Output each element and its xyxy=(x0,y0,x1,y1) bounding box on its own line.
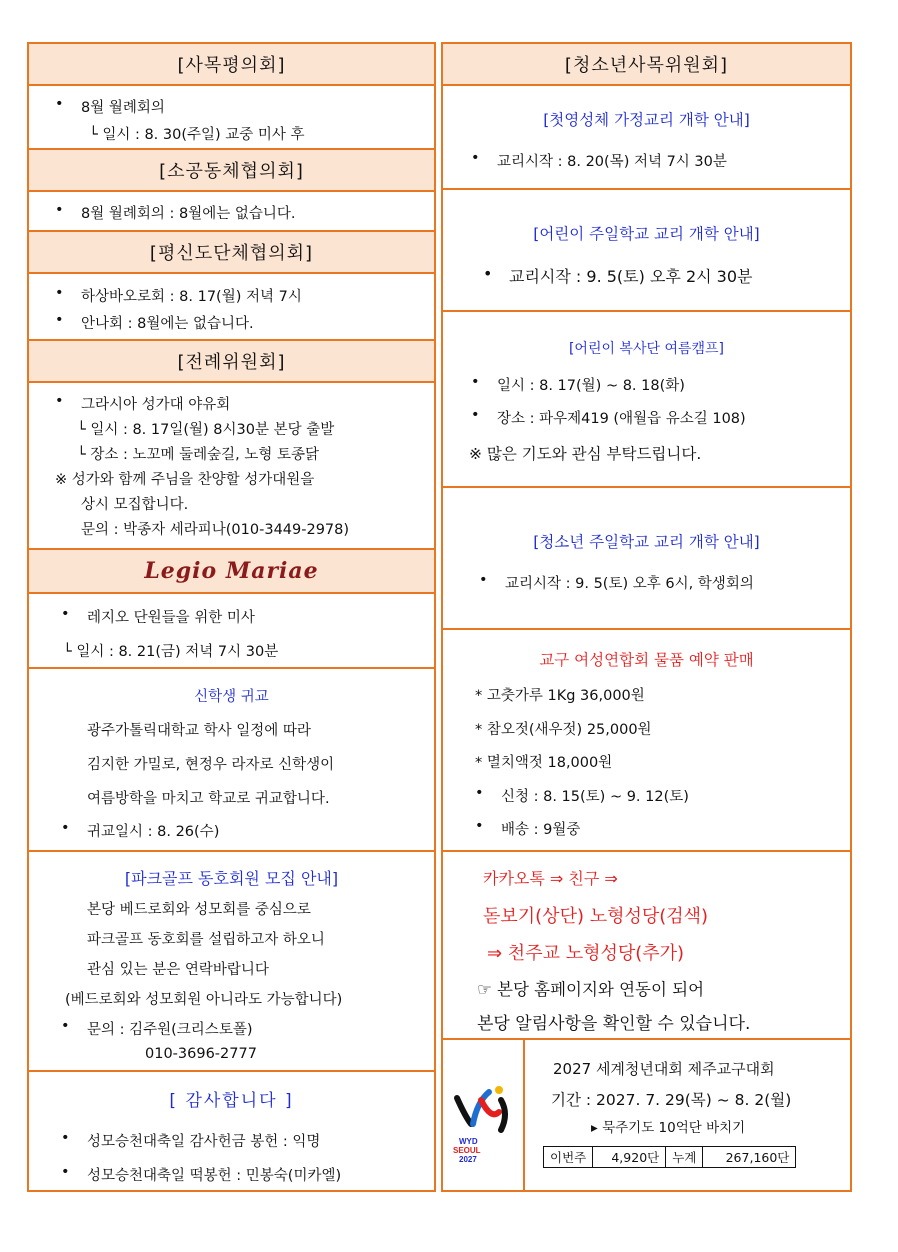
kakao-line-4: ☞ 본당 홈페이지와 연동이 되어 xyxy=(477,980,705,999)
community-meeting: • 8월 월례회의 : 8월에는 없습니다. xyxy=(81,202,295,223)
seminarian-line-2: 김지한 가밀로, 현정우 라자로 신학생이 xyxy=(87,757,335,773)
total-label: 누계 xyxy=(666,1147,703,1168)
section-wyd xyxy=(443,1040,850,1190)
thanks-item-2: • 성모승천대축일 떡봉헌 : 민봉숙(미카엘) xyxy=(87,1164,341,1185)
total-value: 267,160단 xyxy=(703,1147,796,1168)
seminarian-return-date: • 귀교일시 : 8. 26(수) xyxy=(87,820,219,841)
seminarian-line-1: 광주가톨릭대학교 학사 일정에 따라 xyxy=(87,723,311,739)
liturgy-note: ※ 성가와 함께 주님을 찬양할 성가대원을 xyxy=(55,472,315,488)
sale-item-1: * 고춧가루 1Kg 36,000원 xyxy=(475,688,645,704)
kakao-line-1: 카카오톡 ⇒ 친구 ⇒ xyxy=(483,869,618,888)
kakao-line-2: 돋보기(상단) 노형성당(검색) xyxy=(483,906,709,927)
wyd-logo-text-2: SEOUL xyxy=(453,1146,481,1155)
kakao-line-5: 본당 알림사항을 확인할 수 있습니다. xyxy=(477,1014,751,1034)
section-laity xyxy=(29,274,434,341)
parkgolf-line-2: 파크골프 동호회를 설립하고자 하오니 xyxy=(87,932,325,948)
liturgy-place: └ 장소 : 노꼬메 둘레숲길, 노형 토종닭 xyxy=(77,447,319,463)
right-column xyxy=(441,42,852,1192)
parkgolf-title: [파크골프 동호회원 모집 안내] xyxy=(124,869,339,888)
first-communion-title: [첫영성체 가정교리 개학 안내] xyxy=(543,111,750,129)
pastoral-council-title: [사목평의회] xyxy=(177,55,286,76)
wyd-rosary: ▸ 묵주기도 10억단 바치기 xyxy=(591,1120,746,1136)
section-pastoral-council xyxy=(29,86,434,150)
first-communion-start: • 교리시작 : 8. 20(목) 저녁 7시 30분 xyxy=(497,150,727,171)
seminarian-title: 신학생 귀교 xyxy=(194,689,269,705)
seminarian-line-3: 여름방학을 마치고 학교로 귀교합니다. xyxy=(87,791,330,807)
community-title: [소공동체협의회] xyxy=(159,161,304,182)
thanks-item-1: • 성모승천대축일 감사헌금 봉헌 : 익명 xyxy=(87,1130,320,1151)
children-school-start: • 교리시작 : 9. 5(토) 오후 2시 30분 xyxy=(509,264,752,287)
liturgy-contact: 문의 : 박종자 세라피나(010-3449-2978) xyxy=(81,522,350,538)
liturgy-title: [전례위원회] xyxy=(177,352,286,373)
altar-camp-note: ※ 많은 기도와 관심 부탁드립니다. xyxy=(469,445,702,463)
section-first-communion xyxy=(443,86,850,190)
section-thanks xyxy=(29,1072,434,1190)
section-legio xyxy=(29,594,434,669)
section-seminarian xyxy=(29,669,434,852)
legio-title: Legio Mariae xyxy=(144,558,319,584)
pastoral-meeting-time: └ 일시 : 8. 30(주일) 교중 미사 후 xyxy=(89,127,305,143)
parkgolf-line-3: 관심 있는 분은 연락바랍니다 xyxy=(87,962,269,978)
section-altar-camp xyxy=(443,312,850,488)
section-community xyxy=(29,192,434,232)
pastoral-meeting: • 8월 월례회의 xyxy=(81,96,165,117)
laity-item-1: • 하상바오로회 : 8. 17(월) 저녁 7시 xyxy=(81,285,302,306)
altar-camp-place: • 장소 : 파우제419 (애월읍 유소길 108) xyxy=(497,407,746,428)
womens-sale-title: 교구 여성연합회 물품 예약 판매 xyxy=(539,651,754,669)
section-header-pastoral-council xyxy=(29,44,434,86)
rosary-count-table xyxy=(543,1146,796,1168)
children-school-title: [어린이 주일학교 교리 개학 안내] xyxy=(533,225,760,243)
section-youth-school xyxy=(443,488,850,630)
section-parkgolf xyxy=(29,852,434,1072)
wyd-title: 2027 세계청년대회 제주교구대회 xyxy=(553,1060,775,1078)
parkgolf-line-1: 본당 베드로회와 성모회를 중심으로 xyxy=(87,902,311,918)
parkgolf-phone: 010-3696-2777 xyxy=(145,1046,257,1062)
this-week-value: 4,920단 xyxy=(593,1147,666,1168)
wyd-logo-icon xyxy=(443,1040,523,1190)
youth-school-start: • 교리시작 : 9. 5(토) 오후 6시, 학생회의 xyxy=(505,572,754,593)
sale-item-2: * 참오젓(새우젓) 25,000원 xyxy=(475,722,652,738)
section-kakao xyxy=(443,852,850,1040)
sale-item-3: * 멸치액젓 18,000원 xyxy=(475,755,613,771)
laity-item-2: • 안나회 : 8월에는 없습니다. xyxy=(81,312,254,333)
youth-title: [청소년사목위원회] xyxy=(564,55,729,76)
this-week-label: 이번주 xyxy=(544,1147,593,1168)
wyd-logo-text-3: 2027 xyxy=(459,1155,477,1164)
altar-camp-date: • 일시 : 8. 17(월) ~ 8. 18(화) xyxy=(497,374,685,395)
kakao-line-3: ⇒ 천주교 노형성당(추가) xyxy=(487,943,685,964)
youth-school-title: [청소년 주일학교 교리 개학 안내] xyxy=(533,533,760,551)
liturgy-item-1: • 그라시아 성가대 야유회 xyxy=(81,393,230,414)
section-header-laity xyxy=(29,232,434,274)
liturgy-time: └ 일시 : 8. 17일(월) 8시30분 본당 출발 xyxy=(77,422,335,438)
parkgolf-line-4: (베드로회와 성모회원 아니라도 가능합니다) xyxy=(65,992,343,1008)
section-children-school xyxy=(443,190,850,312)
sale-apply: • 신청 : 8. 15(토) ~ 9. 12(토) xyxy=(501,785,689,806)
thanks-title: [ 감사합니다 ] xyxy=(169,1091,294,1111)
section-header-community xyxy=(29,150,434,192)
sale-delivery: • 배송 : 9월중 xyxy=(501,818,580,839)
legio-time: └ 일시 : 8. 21(금) 저녁 7시 30분 xyxy=(63,644,279,660)
parkgolf-contact: • 문의 : 김주원(크리스토폴) xyxy=(87,1018,253,1039)
wyd-logo-text-1: WYD xyxy=(459,1137,478,1146)
section-header-liturgy xyxy=(29,341,434,383)
wyd-period: 기간 : 2027. 7. 29(목) ~ 8. 2(월) xyxy=(551,1091,792,1109)
left-column xyxy=(27,42,436,1192)
legio-mass: • 레지오 단원들을 위한 미사 xyxy=(87,606,255,627)
section-header-legio xyxy=(29,550,434,594)
section-liturgy xyxy=(29,383,434,550)
liturgy-note-2: 상시 모집합니다. xyxy=(81,497,189,513)
laity-title: [평신도단체협의회] xyxy=(149,243,314,264)
altar-camp-title: [어린이 복사단 여름캠프] xyxy=(568,341,725,357)
section-womens-sale xyxy=(443,630,850,852)
section-header-youth xyxy=(443,44,850,86)
wyd-logo xyxy=(443,1040,525,1190)
